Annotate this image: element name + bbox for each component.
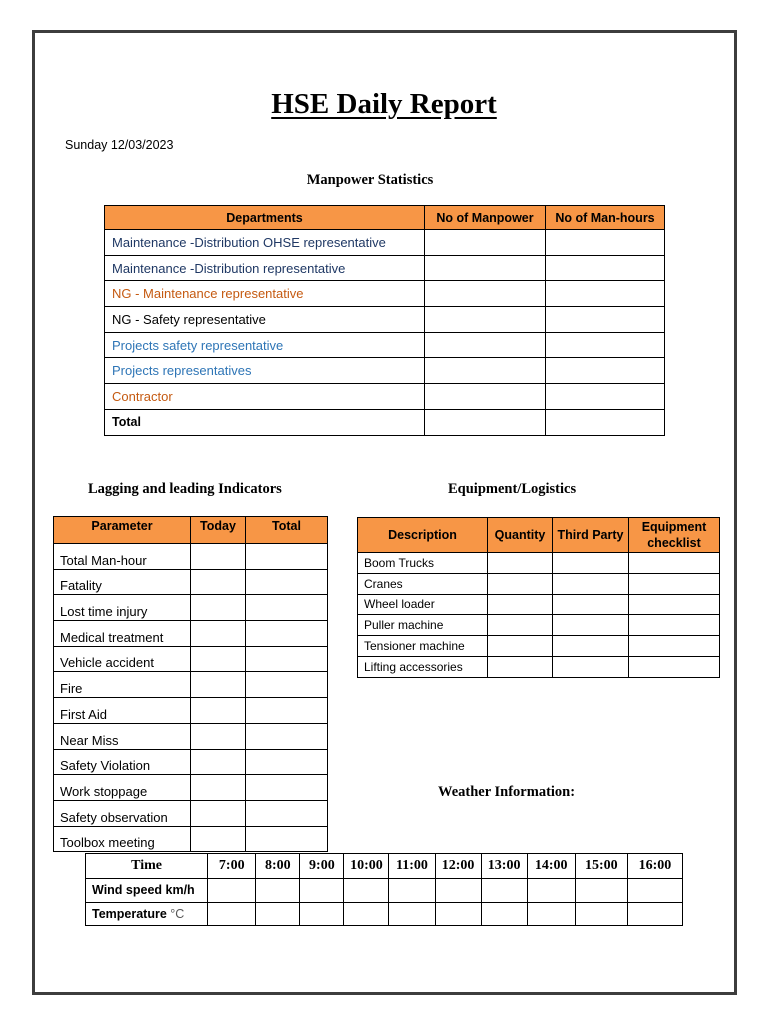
column-header-manpower: No of Manpower <box>425 206 546 230</box>
table-row <box>54 544 328 570</box>
table-row <box>54 749 328 775</box>
indicators-header-row <box>54 517 328 544</box>
hour-header: 12:00 <box>435 854 481 879</box>
total-cell[interactable] <box>246 749 328 775</box>
today-cell[interactable] <box>191 595 246 621</box>
wind-cell[interactable] <box>627 879 682 903</box>
today-cell[interactable] <box>191 826 246 852</box>
wind-cell[interactable] <box>256 879 300 903</box>
temperature-row <box>86 902 683 926</box>
today-cell[interactable] <box>191 646 246 672</box>
wind-cell[interactable] <box>389 879 435 903</box>
table-row <box>54 698 328 724</box>
man-hours-cell[interactable] <box>546 307 665 333</box>
weather-heading: Weather Information: <box>438 784 576 800</box>
weather-table <box>85 853 683 926</box>
department-label: Projects safety representative <box>105 332 425 358</box>
total-cell[interactable] <box>246 569 328 595</box>
table-row <box>105 307 665 333</box>
parameter-label: Vehicle accident <box>54 646 191 672</box>
today-cell[interactable] <box>191 672 246 698</box>
man-hours-cell[interactable] <box>546 332 665 358</box>
table-row <box>54 646 328 672</box>
department-label: NG - Maintenance representative <box>105 281 425 307</box>
checklist-cell[interactable] <box>629 553 720 574</box>
department-label: Maintenance -Distribution representative <box>105 255 425 281</box>
wind-speed-label: Wind speed km/h <box>86 879 208 903</box>
quantity-cell[interactable] <box>488 594 553 615</box>
total-cell[interactable] <box>246 621 328 647</box>
equipment-label: Tensioner machine <box>358 636 488 657</box>
quantity-cell[interactable] <box>488 615 553 636</box>
manpower-cell[interactable] <box>425 281 546 307</box>
quantity-cell[interactable] <box>488 573 553 594</box>
third-party-cell[interactable] <box>553 573 629 594</box>
column-header-total: Total <box>246 517 328 544</box>
third-party-cell[interactable] <box>553 553 629 574</box>
table-row <box>54 723 328 749</box>
manpower-heading: Manpower Statistics <box>306 172 434 188</box>
wind-cell[interactable] <box>208 879 256 903</box>
total-manpower-cell[interactable] <box>425 409 546 435</box>
man-hours-cell[interactable] <box>546 230 665 256</box>
manpower-cell[interactable] <box>425 230 546 256</box>
man-hours-cell[interactable] <box>546 358 665 384</box>
today-cell[interactable] <box>191 749 246 775</box>
equipment-label: Boom Trucks <box>358 553 488 574</box>
today-cell[interactable] <box>191 621 246 647</box>
hour-header: 14:00 <box>527 854 575 879</box>
third-party-cell[interactable] <box>553 615 629 636</box>
table-row <box>105 230 665 256</box>
time-label: Time <box>86 854 208 879</box>
equipment-label: Cranes <box>358 573 488 594</box>
table-row <box>54 800 328 826</box>
parameter-label: Lost time injury <box>54 595 191 621</box>
manpower-cell[interactable] <box>425 384 546 410</box>
column-header-quantity: Quantity <box>488 518 553 553</box>
parameter-label: Near Miss <box>54 723 191 749</box>
table-row <box>54 672 328 698</box>
parameter-label: Safety Violation <box>54 749 191 775</box>
wind-cell[interactable] <box>300 879 344 903</box>
total-cell[interactable] <box>246 672 328 698</box>
table-row <box>54 569 328 595</box>
parameter-label: Safety observation <box>54 800 191 826</box>
wind-cell[interactable] <box>344 879 389 903</box>
temperature-cell[interactable] <box>627 902 682 926</box>
table-row <box>105 281 665 307</box>
total-row <box>105 409 665 435</box>
equipment-header-row <box>358 518 720 553</box>
temperature-label: Temperature <box>92 906 167 921</box>
man-hours-cell[interactable] <box>546 384 665 410</box>
table-row <box>358 615 720 636</box>
wind-cell[interactable] <box>481 879 527 903</box>
manpower-table <box>104 205 665 436</box>
indicators-table <box>53 516 328 852</box>
today-cell[interactable] <box>191 569 246 595</box>
wind-speed-row <box>86 879 683 903</box>
indicators-heading: Lagging and leading Indicators <box>88 481 282 497</box>
parameter-label: Medical treatment <box>54 621 191 647</box>
total-cell[interactable] <box>246 595 328 621</box>
total-cell[interactable] <box>246 723 328 749</box>
parameter-label: First Aid <box>54 698 191 724</box>
wind-cell[interactable] <box>527 879 575 903</box>
man-hours-cell[interactable] <box>546 255 665 281</box>
table-row <box>54 595 328 621</box>
hour-header: 13:00 <box>481 854 527 879</box>
quantity-cell[interactable] <box>488 656 553 677</box>
temperature-cell[interactable] <box>389 902 435 926</box>
department-label: NG - Safety representative <box>105 307 425 333</box>
table-row <box>358 636 720 657</box>
hour-header: 9:00 <box>300 854 344 879</box>
total-cell[interactable] <box>246 698 328 724</box>
wind-cell[interactable] <box>435 879 481 903</box>
table-row <box>358 594 720 615</box>
department-label: Projects representatives <box>105 358 425 384</box>
table-row <box>105 255 665 281</box>
checklist-cell[interactable] <box>629 594 720 615</box>
table-row <box>54 826 328 852</box>
third-party-cell[interactable] <box>553 594 629 615</box>
table-row <box>54 621 328 647</box>
column-header-equipment-checklist: Equipment checklist <box>629 518 720 553</box>
column-header-description: Description <box>358 518 488 553</box>
equipment-heading: Equipment/Logistics <box>448 481 577 497</box>
temperature-unit: °C <box>170 906 185 921</box>
manpower-cell[interactable] <box>425 332 546 358</box>
temperature-cell[interactable] <box>344 902 389 926</box>
today-cell[interactable] <box>191 800 246 826</box>
quantity-cell[interactable] <box>488 553 553 574</box>
table-row <box>358 553 720 574</box>
wind-cell[interactable] <box>575 879 627 903</box>
manpower-cell[interactable] <box>425 307 546 333</box>
third-party-cell[interactable] <box>553 656 629 677</box>
department-label: Contractor <box>105 384 425 410</box>
temperature-cell[interactable] <box>527 902 575 926</box>
today-cell[interactable] <box>191 775 246 801</box>
total-label: Total <box>105 409 425 435</box>
manpower-cell[interactable] <box>425 358 546 384</box>
total-man-hours-cell[interactable] <box>546 409 665 435</box>
total-cell[interactable] <box>246 800 328 826</box>
hour-header: 15:00 <box>575 854 627 879</box>
column-header-today: Today <box>191 517 246 544</box>
manpower-header-row <box>105 206 665 230</box>
parameter-label: Fire <box>54 672 191 698</box>
temperature-cell[interactable] <box>575 902 627 926</box>
checklist-cell[interactable] <box>629 656 720 677</box>
temperature-cell[interactable] <box>300 902 344 926</box>
parameter-label: Total Man-hour <box>54 544 191 570</box>
report-date: Sunday 12/03/2023 <box>65 138 174 152</box>
table-row <box>54 775 328 801</box>
table-row <box>358 573 720 594</box>
column-header-parameter: Parameter <box>54 517 191 544</box>
hour-header: 10:00 <box>344 854 389 879</box>
today-cell[interactable] <box>191 698 246 724</box>
today-cell[interactable] <box>191 723 246 749</box>
equipment-label: Lifting accessories <box>358 656 488 677</box>
hour-header: 8:00 <box>256 854 300 879</box>
total-cell[interactable] <box>246 544 328 570</box>
temperature-label-cell <box>86 902 208 926</box>
report-title: HSE Daily Report <box>271 88 497 120</box>
hour-header: 11:00 <box>389 854 435 879</box>
column-header-man-hours: No of Man-hours <box>546 206 665 230</box>
temperature-cell[interactable] <box>208 902 256 926</box>
table-row <box>105 358 665 384</box>
table-row <box>105 332 665 358</box>
parameter-label: Fatality <box>54 569 191 595</box>
man-hours-cell[interactable] <box>546 281 665 307</box>
checklist-cell[interactable] <box>629 615 720 636</box>
parameter-label: Toolbox meeting <box>54 826 191 852</box>
checklist-cell[interactable] <box>629 636 720 657</box>
third-party-cell[interactable] <box>553 636 629 657</box>
temperature-cell[interactable] <box>256 902 300 926</box>
temperature-cell[interactable] <box>481 902 527 926</box>
table-row <box>358 656 720 677</box>
checklist-cell[interactable] <box>629 573 720 594</box>
total-cell[interactable] <box>246 646 328 672</box>
total-cell[interactable] <box>246 826 328 852</box>
equipment-table <box>357 517 720 678</box>
equipment-label: Wheel loader <box>358 594 488 615</box>
quantity-cell[interactable] <box>488 636 553 657</box>
equipment-label: Puller machine <box>358 615 488 636</box>
hour-header: 7:00 <box>208 854 256 879</box>
weather-time-row <box>86 854 683 879</box>
manpower-cell[interactable] <box>425 255 546 281</box>
hour-header: 16:00 <box>627 854 682 879</box>
temperature-cell[interactable] <box>435 902 481 926</box>
table-row <box>105 384 665 410</box>
parameter-label: Work stoppage <box>54 775 191 801</box>
column-header-departments: Departments <box>105 206 425 230</box>
column-header-third-party: Third Party <box>553 518 629 553</box>
today-cell[interactable] <box>191 544 246 570</box>
department-label: Maintenance -Distribution OHSE representative <box>105 230 425 256</box>
total-cell[interactable] <box>246 775 328 801</box>
